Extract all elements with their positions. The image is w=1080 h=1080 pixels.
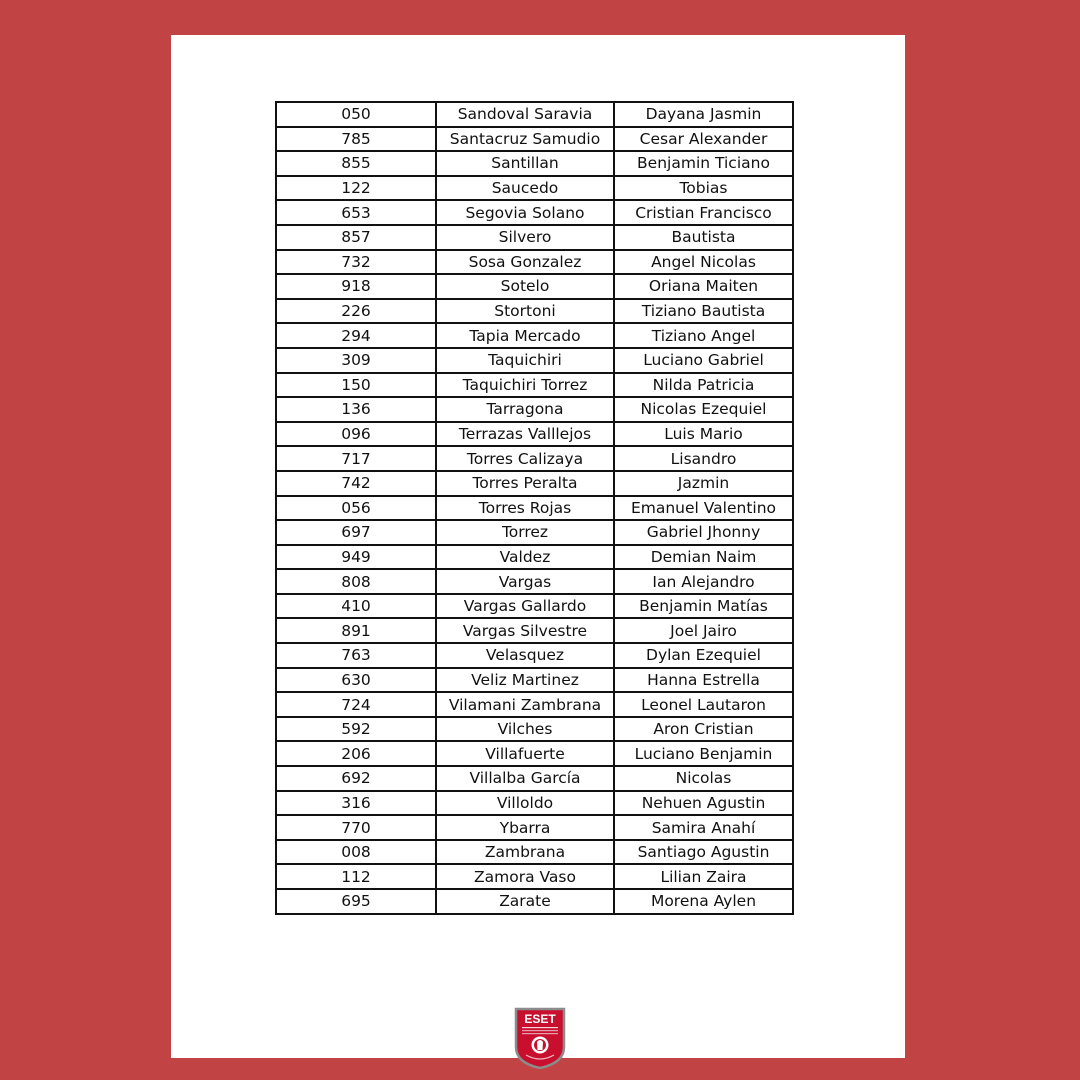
table-row xyxy=(276,274,793,299)
table-row xyxy=(276,815,793,840)
student-surname-cell: Valdez xyxy=(436,545,614,570)
student-given-names-cell: Tiziano Angel xyxy=(614,323,793,348)
student-number-cell: 717 xyxy=(276,446,436,471)
student-given-names-cell: Dayana Jasmin xyxy=(614,102,793,127)
student-number-cell: 695 xyxy=(276,889,436,914)
student-surname-cell: Zambrana xyxy=(436,840,614,865)
student-number-cell: 763 xyxy=(276,643,436,668)
student-surname-cell: Tarragona xyxy=(436,397,614,422)
table-row xyxy=(276,323,793,348)
student-surname-cell: Taquichiri Torrez xyxy=(436,373,614,398)
student-surname-cell: Villoldo xyxy=(436,791,614,816)
student-given-names-cell: Ian Alejandro xyxy=(614,569,793,594)
student-surname-cell: Villafuerte xyxy=(436,741,614,766)
student-given-names-cell: Dylan Ezequiel xyxy=(614,643,793,668)
student-given-names-cell: Nicolas xyxy=(614,766,793,791)
student-given-names-cell: Lilian Zaira xyxy=(614,864,793,889)
student-surname-cell: Saucedo xyxy=(436,176,614,201)
student-surname-cell: Zarate xyxy=(436,889,614,914)
student-number-cell: 724 xyxy=(276,692,436,717)
student-given-names-cell: Tiziano Bautista xyxy=(614,299,793,324)
student-given-names-cell: Joel Jairo xyxy=(614,618,793,643)
student-given-names-cell: Nehuen Agustin xyxy=(614,791,793,816)
student-number-cell: 891 xyxy=(276,618,436,643)
student-number-cell: 294 xyxy=(276,323,436,348)
student-surname-cell: Silvero xyxy=(436,225,614,250)
student-given-names-cell: Samira Anahí xyxy=(614,815,793,840)
table-row xyxy=(276,643,793,668)
student-surname-cell: Torrez xyxy=(436,520,614,545)
table-row xyxy=(276,569,793,594)
student-surname-cell: Sosa Gonzalez xyxy=(436,250,614,275)
student-given-names-cell: Leonel Lautaron xyxy=(614,692,793,717)
student-number-cell: 785 xyxy=(276,127,436,152)
table-row xyxy=(276,250,793,275)
student-number-cell: 150 xyxy=(276,373,436,398)
student-given-names-cell: Nicolas Ezequiel xyxy=(614,397,793,422)
student-surname-cell: Sotelo xyxy=(436,274,614,299)
eset-shield-logo xyxy=(514,1007,566,1069)
student-given-names-cell: Nilda Patricia xyxy=(614,373,793,398)
table-row xyxy=(276,151,793,176)
student-number-cell: 316 xyxy=(276,791,436,816)
student-given-names-cell: Luciano Gabriel xyxy=(614,348,793,373)
student-number-cell: 206 xyxy=(276,741,436,766)
student-given-names-cell: Luciano Benjamin xyxy=(614,741,793,766)
student-surname-cell: Tapia Mercado xyxy=(436,323,614,348)
student-surname-cell: Torres Rojas xyxy=(436,496,614,521)
student-surname-cell: Vargas Gallardo xyxy=(436,594,614,619)
student-surname-cell: Taquichiri xyxy=(436,348,614,373)
student-given-names-cell: Cristian Francisco xyxy=(614,200,793,225)
student-number-cell: 096 xyxy=(276,422,436,447)
logo-text: ESET xyxy=(524,1012,556,1026)
student-surname-cell: Santacruz Samudio xyxy=(436,127,614,152)
student-number-cell: 410 xyxy=(276,594,436,619)
student-surname-cell: Vilches xyxy=(436,717,614,742)
student-number-cell: 855 xyxy=(276,151,436,176)
student-number-cell: 630 xyxy=(276,668,436,693)
student-given-names-cell: Bautista xyxy=(614,225,793,250)
student-surname-cell: Torres Peralta xyxy=(436,471,614,496)
student-surname-cell: Vargas Silvestre xyxy=(436,618,614,643)
student-given-names-cell: Jazmin xyxy=(614,471,793,496)
roster-body xyxy=(276,102,793,914)
table-row xyxy=(276,545,793,570)
table-row xyxy=(276,840,793,865)
student-surname-cell: Veliz Martinez xyxy=(436,668,614,693)
student-number-cell: 008 xyxy=(276,840,436,865)
student-surname-cell: Terrazas Valllejos xyxy=(436,422,614,447)
student-given-names-cell: Morena Aylen xyxy=(614,889,793,914)
student-surname-cell: Vargas xyxy=(436,569,614,594)
table-row xyxy=(276,373,793,398)
student-given-names-cell: Demian Naim xyxy=(614,545,793,570)
table-row xyxy=(276,348,793,373)
student-number-cell: 122 xyxy=(276,176,436,201)
table-row xyxy=(276,127,793,152)
student-given-names-cell: Luis Mario xyxy=(614,422,793,447)
student-given-names-cell: Angel Nicolas xyxy=(614,250,793,275)
table-row xyxy=(276,766,793,791)
student-number-cell: 692 xyxy=(276,766,436,791)
table-row xyxy=(276,618,793,643)
student-surname-cell: Segovia Solano xyxy=(436,200,614,225)
table-row xyxy=(276,889,793,914)
student-number-cell: 742 xyxy=(276,471,436,496)
table-row xyxy=(276,496,793,521)
student-given-names-cell: Benjamin Matías xyxy=(614,594,793,619)
student-number-cell: 808 xyxy=(276,569,436,594)
student-number-cell: 857 xyxy=(276,225,436,250)
table-row xyxy=(276,200,793,225)
student-number-cell: 770 xyxy=(276,815,436,840)
table-row xyxy=(276,176,793,201)
table-row xyxy=(276,422,793,447)
table-row xyxy=(276,717,793,742)
student-given-names-cell: Benjamin Ticiano xyxy=(614,151,793,176)
student-number-cell: 112 xyxy=(276,864,436,889)
student-number-cell: 697 xyxy=(276,520,436,545)
table-row xyxy=(276,791,793,816)
student-given-names-cell: Tobias xyxy=(614,176,793,201)
student-given-names-cell: Gabriel Jhonny xyxy=(614,520,793,545)
table-row xyxy=(276,864,793,889)
table-row xyxy=(276,692,793,717)
student-given-names-cell: Hanna Estrella xyxy=(614,668,793,693)
student-given-names-cell: Cesar Alexander xyxy=(614,127,793,152)
table-row xyxy=(276,446,793,471)
student-roster-table xyxy=(275,101,794,915)
student-surname-cell: Torres Calizaya xyxy=(436,446,614,471)
student-given-names-cell: Aron Cristian xyxy=(614,717,793,742)
student-surname-cell: Velasquez xyxy=(436,643,614,668)
table-row xyxy=(276,471,793,496)
table-row xyxy=(276,225,793,250)
student-number-cell: 949 xyxy=(276,545,436,570)
student-given-names-cell: Oriana Maiten xyxy=(614,274,793,299)
student-surname-cell: Sandoval Saravia xyxy=(436,102,614,127)
student-surname-cell: Vilamani Zambrana xyxy=(436,692,614,717)
table-row xyxy=(276,741,793,766)
table-row xyxy=(276,594,793,619)
student-number-cell: 136 xyxy=(276,397,436,422)
student-number-cell: 918 xyxy=(276,274,436,299)
student-surname-cell: Santillan xyxy=(436,151,614,176)
student-number-cell: 592 xyxy=(276,717,436,742)
student-surname-cell: Ybarra xyxy=(436,815,614,840)
student-number-cell: 309 xyxy=(276,348,436,373)
student-given-names-cell: Lisandro xyxy=(614,446,793,471)
table-row xyxy=(276,520,793,545)
student-surname-cell: Villalba García xyxy=(436,766,614,791)
student-number-cell: 056 xyxy=(276,496,436,521)
student-surname-cell: Stortoni xyxy=(436,299,614,324)
student-given-names-cell: Santiago Agustin xyxy=(614,840,793,865)
student-given-names-cell: Emanuel Valentino xyxy=(614,496,793,521)
table-row xyxy=(276,299,793,324)
table-row xyxy=(276,668,793,693)
student-surname-cell: Zamora Vaso xyxy=(436,864,614,889)
student-number-cell: 226 xyxy=(276,299,436,324)
student-number-cell: 732 xyxy=(276,250,436,275)
table-row xyxy=(276,102,793,127)
student-number-cell: 653 xyxy=(276,200,436,225)
table-row xyxy=(276,397,793,422)
student-number-cell: 050 xyxy=(276,102,436,127)
document-page xyxy=(171,35,905,1058)
